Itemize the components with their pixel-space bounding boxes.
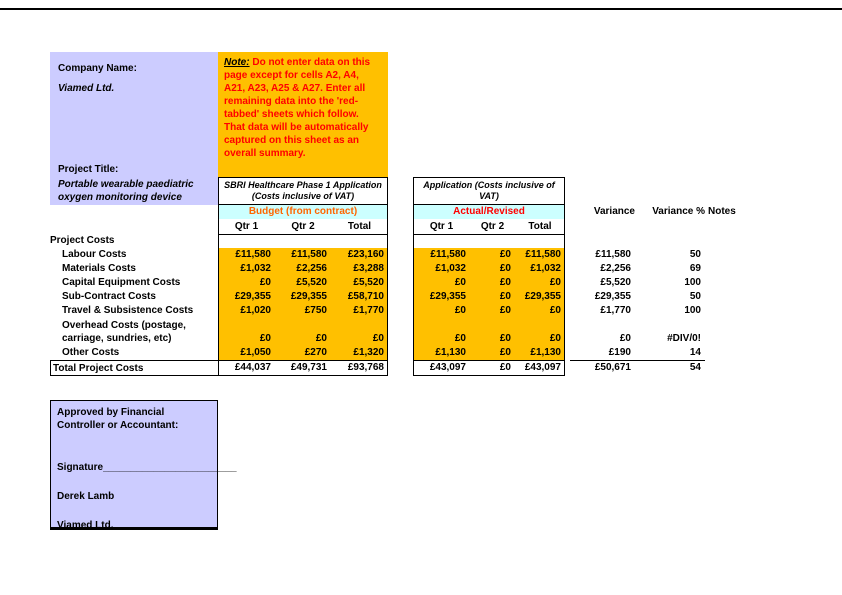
divider <box>413 234 565 235</box>
budget-qtr1-cell[interactable]: £11,580 <box>218 248 275 262</box>
budget-qtr1-cell[interactable]: £0 <box>218 318 275 346</box>
budget-grand-total-cell: £93,768 <box>347 362 384 373</box>
spacer <box>388 276 413 290</box>
budget-column-headers <box>218 219 388 234</box>
note-box <box>218 52 388 177</box>
variance-pct-cell: 14 <box>689 347 701 358</box>
actual-qtr2-cell[interactable]: £0 <box>470 248 515 262</box>
budget-total-cell[interactable]: £1,320 <box>331 346 388 360</box>
actual-qtr1-cell[interactable]: £0 <box>413 318 470 346</box>
table-row <box>50 346 705 360</box>
approval-box <box>50 400 237 531</box>
total-row-label: Total Project Costs <box>50 360 218 376</box>
actual-col-qtr1: Qtr 1 <box>429 221 454 232</box>
approval-label: Approved by Financial Controller or Accountant: <box>57 407 179 431</box>
section-label-project-costs: Project Costs <box>50 235 115 246</box>
actual-qtr2-cell[interactable]: £0 <box>470 276 515 290</box>
budget-col-qtr2: Qtr 2 <box>291 221 315 232</box>
spacer <box>388 290 413 304</box>
actual-qtr1-cell[interactable]: £29,355 <box>413 290 470 304</box>
variance-cell: £2,256 <box>600 263 631 274</box>
budget-qtr2-cell[interactable]: £11,580 <box>275 248 331 262</box>
spacer <box>388 262 413 276</box>
budget-qtr1-cell[interactable]: £1,050 <box>218 346 275 360</box>
budget-qtr1-cell[interactable]: £1,020 <box>218 304 275 318</box>
spacer <box>388 304 413 318</box>
table-row <box>50 290 705 304</box>
notes-header: Notes <box>708 206 736 217</box>
actual-qtr2-cell[interactable]: £0 <box>470 346 515 360</box>
table-row <box>50 262 705 276</box>
variance-pct-cell: 69 <box>689 263 701 274</box>
budget-total-cell[interactable]: £0 <box>331 318 388 346</box>
budget-total-cell[interactable]: £23,160 <box>331 248 388 262</box>
actual-table-subtitle: Actual/Revised <box>413 204 565 219</box>
budget-qtr2-cell[interactable]: £750 <box>275 304 331 318</box>
actual-grand-total-cell: £43,097 <box>524 362 561 373</box>
actual-table-title: Application (Costs inclusive of VAT) <box>413 177 565 204</box>
actual-total-cell[interactable]: £0 <box>515 318 565 346</box>
budget-qtr1-cell[interactable]: £0 <box>218 276 275 290</box>
actual-qtr2-total-cell: £0 <box>499 362 511 373</box>
variance-total-cell: £50,671 <box>594 362 631 373</box>
approver-name[interactable]: Derek Lamb <box>57 491 115 502</box>
budget-col-qtr1: Qtr 1 <box>234 221 259 232</box>
budget-qtr1-cell[interactable]: £29,355 <box>218 290 275 304</box>
actual-total-cell[interactable]: £0 <box>515 276 565 290</box>
actual-total-cell[interactable]: £1,032 <box>515 262 565 276</box>
actual-qtr1-cell[interactable]: £1,130 <box>413 346 470 360</box>
budget-qtr2-cell[interactable]: £5,520 <box>275 276 331 290</box>
project-title-label: Project Title: <box>58 164 119 175</box>
row-label: Other Costs <box>62 347 120 358</box>
total-row <box>50 360 705 376</box>
budget-total-cell[interactable]: £58,710 <box>331 290 388 304</box>
budget-table-subtitle: Budget (from contract) <box>218 204 388 219</box>
variance-pct-total-cell: 54 <box>689 362 701 373</box>
variance-cell: £0 <box>619 333 631 344</box>
actual-qtr1-cell[interactable]: £0 <box>413 304 470 318</box>
actual-col-total: Total <box>528 221 552 232</box>
variance-pct-header: Variance % <box>652 206 705 217</box>
actual-column-headers <box>413 219 565 234</box>
variance-cell: £5,520 <box>600 277 631 288</box>
variance-pct-cell: #DIV/0! <box>667 333 701 344</box>
table-row <box>50 318 705 346</box>
variance-header: Variance <box>593 206 635 217</box>
budget-total-cell[interactable]: £1,770 <box>331 304 388 318</box>
budget-qtr2-cell[interactable]: £29,355 <box>275 290 331 304</box>
variance-pct-cell: 50 <box>689 291 701 302</box>
variance-cell: £1,770 <box>600 305 631 316</box>
company-name-value[interactable]: Viamed Ltd. <box>58 83 115 94</box>
actual-total-cell[interactable]: £11,580 <box>515 248 565 262</box>
variance-pct-cell: 100 <box>684 277 701 288</box>
top-divider <box>0 8 842 10</box>
budget-total-cell[interactable]: £3,288 <box>331 262 388 276</box>
actual-total-cell[interactable]: £0 <box>515 304 565 318</box>
company-box <box>50 52 218 205</box>
company-name-label: Company Name: <box>58 63 137 74</box>
variance-pct-cell: 50 <box>689 249 701 260</box>
actual-qtr1-cell[interactable]: £0 <box>413 276 470 290</box>
actual-qtr2-cell[interactable]: £0 <box>470 262 515 276</box>
budget-col-total: Total <box>347 221 372 232</box>
budget-qtr2-cell[interactable]: £2,256 <box>275 262 331 276</box>
budget-qtr2-cell[interactable]: £270 <box>275 346 331 360</box>
actual-total-cell[interactable]: £29,355 <box>515 290 565 304</box>
variance-cell: £11,580 <box>595 249 631 260</box>
row-label: Sub-Contract Costs <box>62 291 156 302</box>
spacer <box>388 318 413 346</box>
signature-line[interactable]: Signature________________________ <box>57 462 237 473</box>
variance-cell: £29,355 <box>594 291 631 302</box>
budget-qtr2-total-cell: £49,731 <box>290 362 327 373</box>
budget-table-title: SBRI Healthcare Phase 1 Application (Costs inclusive of VAT) <box>218 177 388 204</box>
note-body: Do not enter data on this page except for cells A2, A4, A21, A23, A25 & A27. Enter all remaining data into the 'red-tabbed' sheets which follow. That data will be automatically captured on this sheet as an overall summary. <box>224 57 371 159</box>
project-title-value[interactable]: Portable wearable paediatric oxygen monitoring device <box>58 179 194 203</box>
budget-qtr1-cell[interactable]: £1,032 <box>218 262 275 276</box>
actual-col-qtr2: Qtr 2 <box>480 221 505 232</box>
spacer <box>388 248 413 262</box>
approver-company[interactable]: Viamed Ltd. <box>57 520 114 531</box>
budget-qtr1-total-cell: £44,037 <box>234 362 271 373</box>
table-row <box>50 304 705 318</box>
divider <box>218 234 388 235</box>
budget-qtr2-cell[interactable]: £0 <box>275 318 331 346</box>
spacer <box>388 346 413 360</box>
actual-qtr2-cell[interactable]: £0 <box>470 318 515 346</box>
budget-total-cell[interactable]: £5,520 <box>331 276 388 290</box>
row-label: Travel & Subsistence Costs <box>62 305 194 316</box>
spacer <box>388 360 413 376</box>
actual-qtr2-cell[interactable]: £0 <box>470 290 515 304</box>
table-row <box>50 248 705 262</box>
actual-qtr1-cell[interactable]: £1,032 <box>413 262 470 276</box>
table-row <box>50 276 705 290</box>
actual-qtr1-cell[interactable]: £11,580 <box>413 248 470 262</box>
actual-total-cell[interactable]: £1,130 <box>515 346 565 360</box>
row-label: Overhead Costs (postage, carriage, sundries, etc) <box>62 320 186 344</box>
row-label: Labour Costs <box>62 249 127 260</box>
row-label: Capital Equipment Costs <box>62 277 181 288</box>
variance-cell: £190 <box>608 347 631 358</box>
variance-pct-cell: 100 <box>684 305 701 316</box>
actual-qtr1-total-cell: £43,097 <box>429 362 466 373</box>
note-prefix: Note: <box>224 57 250 68</box>
actual-qtr2-cell[interactable]: £0 <box>470 304 515 318</box>
row-label: Materials Costs <box>62 263 136 274</box>
